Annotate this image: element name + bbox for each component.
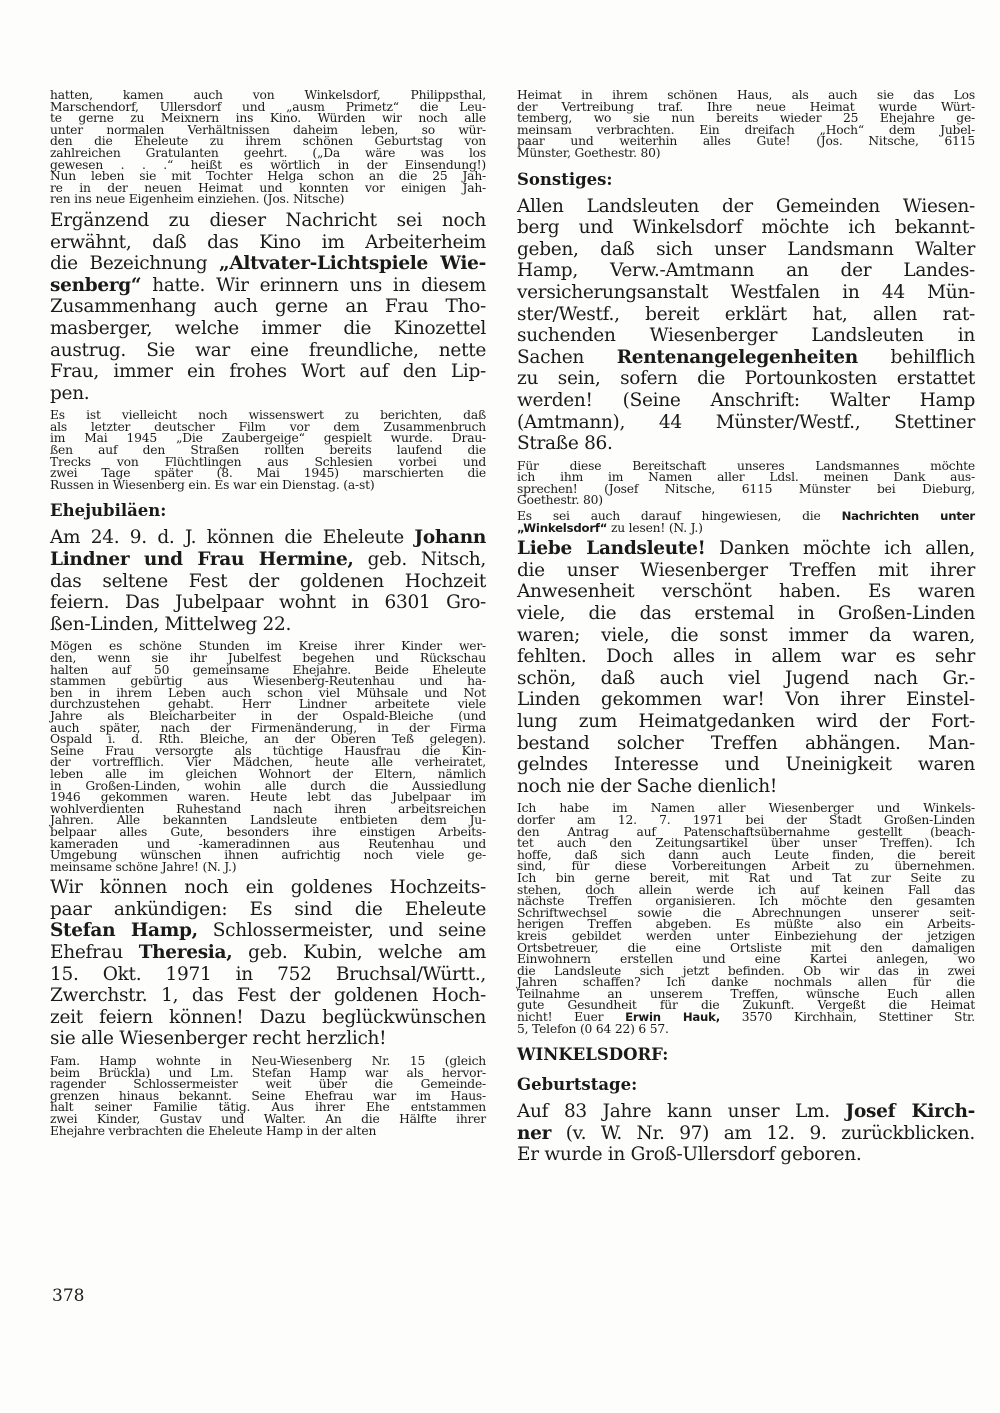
text-line: noch nie der Sache dienlich! xyxy=(517,775,777,797)
text-line: senberg“ hatte. Wir erinnern uns in diesem xyxy=(50,274,486,296)
text-line: zeit feiern können! Dazu beglückwünschen xyxy=(50,1006,486,1028)
text-line: viele, die das erstemal in Großen-Linden xyxy=(517,603,975,625)
text-line: Es sei auch darauf hingewiesen, die Nachrichten unter xyxy=(517,509,975,524)
text-line: beim Brückla) und Lm. Stefan Hamp war als hervor- xyxy=(50,1065,486,1080)
text-line: Teilnahme an unserem Treffen, wünsche Euch allen xyxy=(517,986,975,1001)
bold-text: Josef Kirch- xyxy=(845,1101,976,1123)
section-heading: Sonstiges: xyxy=(517,169,613,189)
text-line: Ich bin gerne bereit, mit Rat und Tat zur Seite zu xyxy=(517,870,975,885)
bold-text: senberg“ xyxy=(50,274,142,296)
text-line: gewesen . . .“ heißt es wörtlich in der Einsendung!) xyxy=(50,157,486,172)
text-line: erwähnt, daß das Kino im Arbeiterheim xyxy=(50,231,486,253)
text-line: kreis gebildet werden unter Einbeziehung der jetzigen xyxy=(517,928,975,943)
text-line: die unser Wiesenberger Treffen mit ihrer xyxy=(517,559,975,581)
text-line: Am 24. 9. d. J. können die Eheleute Johann xyxy=(50,527,486,549)
text-line: durchzustehen gehabt. Herr Lindner arbeitete viele xyxy=(50,697,486,712)
text-line: Ergänzend zu dieser Nachricht sei noch xyxy=(50,209,486,231)
text-line: (Amtmann), 44 Münster/Westf., Stettiner xyxy=(517,411,975,433)
text-line: ner (v. W. Nr. 97) am 12. 9. zurückblicken. xyxy=(517,1122,975,1144)
text-line: ben in ihrem Leben auch schon viel Mühsale und Not xyxy=(50,685,486,700)
text-line: Ospald i. d. Rth. Bleiche, an der Oberen Teß gelegen). xyxy=(50,732,486,747)
text-line: tet auch den Zeitungsartikel über unser Treffen). Ich xyxy=(517,836,975,851)
right-column xyxy=(517,90,975,1172)
paragraph-small xyxy=(50,641,486,873)
text-line: Hamp, Verw.-Amtmann an der Landes- xyxy=(517,260,975,282)
text-line: feiern. Das Jubelpaar wohnt in 6301 Gro- xyxy=(50,592,486,614)
text-line: Ortsbetreuer, die eine Ortsliste mit den damaligen xyxy=(517,940,975,955)
text-line: Frau, immer ein frohes Wort auf den Lip- xyxy=(50,361,486,383)
text-line: im Mai 1945 „Die Zaubergeige“ gespielt wurde. Drau- xyxy=(50,431,486,446)
text-line: te gerne zu Meixnern ins Kino. Würden wir noch alle xyxy=(50,111,486,126)
text-line: 15. Okt. 1971 in 752 Bruchsal/Württ., xyxy=(50,963,486,985)
text-line: waren; viele, die sonst immer da waren, xyxy=(517,624,975,646)
text-line: Anwesenheit verschönt haben. Es waren xyxy=(517,581,975,603)
text-line: meinsame schöne Jahre! (N. J.) xyxy=(50,859,237,874)
text-line: Mögen es schöne Stunden im Kreise ihrer Kinder wer- xyxy=(50,639,486,654)
text-line: re in der neuen Heimat und konnten vor einigen Jah- xyxy=(50,180,486,195)
paragraph-large xyxy=(517,196,975,455)
bold-text: Lindner und Frau Hermine, xyxy=(50,549,354,571)
paragraph-large xyxy=(517,538,975,797)
text-line: Es ist vielleicht noch wissenswert zu berichten, daß xyxy=(50,408,486,423)
text-line: „Winkelsdorf“ zu lesen! (N. J.) xyxy=(517,520,703,535)
bold-text: Theresia, xyxy=(138,942,233,964)
text-line: paar ankündigen: Es sind die Eheleute xyxy=(50,898,486,920)
page-number: 378 xyxy=(52,1286,85,1306)
text-line: sind, für diese Vorbereitungen Arbeit zu übernehmen. xyxy=(517,859,975,874)
text-line: austrug. Sie war eine freundliche, nette xyxy=(50,339,486,361)
text-line: geben, daß sich unser Landsmann Walter xyxy=(517,238,975,260)
text-line: nicht! Euer Erwin Hauk, 3570 Kirchhain, Stettiner Str. xyxy=(517,1010,975,1025)
text-line: Linden gekommen war! Von ihrer Einstel- xyxy=(517,689,975,711)
text-line: zwei Kinder, Gustav und Walter. An die Hälfte ihrer xyxy=(50,1112,486,1126)
bold-text: Rentenangelegenheiten xyxy=(616,346,858,368)
section-heading: WINKELSDORF: xyxy=(517,1045,669,1065)
text-line: Zusammenhang auch gerne an Frau Tho- xyxy=(50,296,486,318)
text-line: die Bezeichnung „Altvater-Lichtspiele Wie- xyxy=(50,253,487,275)
text-line: leben alle im gleichen Wohnort der Eltern, nämlich xyxy=(50,766,486,781)
text-line: suchenden Wiesenberger Landsleuten in xyxy=(517,325,975,347)
text-line: Einwohnern erstellen und eine Kartei anlegen, wo xyxy=(517,952,975,967)
text-line: Ehejahre verbrachten die Eheleute Hamp in der alten xyxy=(50,1123,377,1138)
section-heading: Geburtstage: xyxy=(517,1075,638,1095)
paragraph-small xyxy=(517,90,975,160)
text-line: als letzter deutscher Film vor dem Zusammenbruch xyxy=(50,419,486,434)
text-line: Russen in Wiesenberg ein. Es war ein Dienstag. (a-st) xyxy=(50,477,375,492)
paragraph-large xyxy=(50,527,486,635)
text-line: auch später, nach der Firmenänderung, in der Firma xyxy=(50,720,486,735)
text-line: grenzen hinaus bekannt. Seine Ehefrau war im Haus- xyxy=(50,1088,486,1103)
text-line: berg und Winkelsdorf möchte ich bekannt- xyxy=(517,217,975,239)
text-line: meinsam verbrachten. Ein dreifach „Hoch“ dem Jubel- xyxy=(517,122,975,137)
text-line: Jahren. Alle bekannten Landsleute entbieten dem Ju- xyxy=(50,813,486,828)
text-line: Seine Frau versorgte als tüchtige Hausfrau die Kin- xyxy=(50,743,486,758)
text-line: Allen Landsleuten der Gemeinden Wiesen- xyxy=(517,195,975,217)
paragraph-large xyxy=(50,877,486,1050)
bold-text: Liebe Landsleute! xyxy=(517,538,706,560)
text-line: in Großen-Linden, wohin alle durch die Aussiedlung xyxy=(50,778,486,793)
text-line: unter normalen Verhältnissen daheim leben, so wür- xyxy=(50,122,486,137)
text-line: masberger, welche immer die Kinozettel xyxy=(50,317,486,339)
text-line: dorfer am 12. 7. 1971 bei der Stadt Großen-Linden xyxy=(517,812,975,827)
left-column xyxy=(50,90,486,1141)
text-line: Für diese Bereitschaft unseres Landsmannes möchte xyxy=(517,458,975,473)
text-line: Goethestr. 80) xyxy=(517,493,603,508)
text-line: der vortrefflich. Vier Mädchen, heute alle verheiratet, xyxy=(50,755,486,770)
text-line: Marschendorf, Ullersdorf und „ausm Primetz“ die Leu- xyxy=(50,99,486,114)
section-heading: Ehejubiläen: xyxy=(50,501,167,521)
text-line: Schriftwechsel sowie die Abrechnungen unserer seit- xyxy=(517,905,975,920)
text-line: herigen Treffen abgeben. Es müßte also ein Arbeits- xyxy=(517,917,975,932)
text-line: das seltene Fest der goldenen Hochzeit xyxy=(50,570,486,592)
text-line: zwei Tage später (8. Mai 1945) marschierten die xyxy=(50,466,486,481)
text-line: ßen-Linden, Mittelweg 22. xyxy=(50,613,292,635)
text-line: Lindner und Frau Hermine, geb. Nitsch, xyxy=(50,549,486,571)
text-line: stehen, doch allein werde ich auf keinen Fall das xyxy=(517,882,975,897)
paragraph-small xyxy=(517,511,975,534)
text-line: den, wenn sie ihr Jubelfest begehen und Rückschau xyxy=(50,651,486,665)
text-line: Zwerchstr. 1, das Fest der goldenen Hoch- xyxy=(50,985,486,1007)
bold-text: „Winkelsdorf“ xyxy=(517,520,608,535)
text-line: hatten, kamen auch von Winkelsdorf, Philippsthal, xyxy=(50,88,486,102)
paragraph-small xyxy=(50,1056,486,1137)
paragraph-large xyxy=(50,210,486,404)
text-line: schön, daß auch viel Jugend nach Gr.- xyxy=(517,667,975,689)
text-line: halt seiner Familie tätig. Aus ihrer Ehe entstammen xyxy=(50,1100,486,1115)
text-line: Liebe Landsleute! Danken möchte ich allen, xyxy=(517,538,975,560)
text-line: sie alle Wiesenberger recht herzlich! xyxy=(50,1028,387,1050)
text-line: Ich habe im Namen aller Wiesenberger und Winkels- xyxy=(517,801,975,816)
text-line: wohlverdienten Ruhestand nach ihren arbeitsreichen xyxy=(50,801,486,816)
text-line: Jahren schaffen? Ich danke nochmals allen für die xyxy=(517,975,975,990)
text-line: halten auf 50 gemeinsame Ehejahre. Beide Eheleute xyxy=(50,662,486,677)
text-line: ster/Westf., bereit erklärt hat, allen rat- xyxy=(517,303,975,325)
text-line: Nun leben sie mit Tochter Helga schon an die 25 Jah- xyxy=(50,169,486,184)
text-line: zahlreichen Gratulanten geehrt. („Da wäre was los xyxy=(50,145,486,160)
text-line: lung zum Heimatgedanken wird der Fort- xyxy=(517,711,975,732)
paragraph-small xyxy=(50,410,486,491)
text-line: Trecks von Flüchtlingen aus Schlesien vorbei und xyxy=(50,454,486,469)
text-line: gute Gesundheit für die Zukunft. Vergeßt die Heimat xyxy=(517,998,975,1013)
text-line: 5, Telefon (0 64 22) 6 57. xyxy=(517,1021,669,1036)
text-line: zu sein, sofern die Portounkosten erstattet xyxy=(517,368,975,390)
text-line: der Vertreibung traf. Ihre neue Heimat wurde Würt- xyxy=(517,99,975,114)
paragraph-small xyxy=(517,803,975,1035)
bold-text: Stefan Hamp, xyxy=(50,920,198,942)
text-line: die Landsleute sich jetzt befinden. Ob wir das in zwei xyxy=(517,963,975,978)
text-line: temberg, wo sie nun bereits wieder 25 Ehejahre ge- xyxy=(517,111,975,126)
bold-text: ner xyxy=(517,1122,552,1144)
text-line: ich ihm im Namen aller Ldsl. meinen Dank aus- xyxy=(517,470,975,485)
text-line: den Antrag auf Patenschaftsübernahme gestellt (beach- xyxy=(517,824,975,839)
paragraph-large xyxy=(517,1101,975,1166)
text-line: nächste Treffen organisieren. Ich möchte den gesamten xyxy=(517,894,975,909)
bold-text: „Altvater-Lichtspiele Wie- xyxy=(219,253,487,275)
text-line: versicherungsanstalt Westfalen in 44 Mün- xyxy=(517,281,975,303)
text-line: Ehefrau Theresia, geb. Kubin, welche am xyxy=(50,942,486,964)
text-line: Umgebung wünschen ihnen aufrichtig noch viele ge- xyxy=(50,848,486,863)
text-line: kameraden und -kameradinnen aus Reutenhau und xyxy=(50,836,486,851)
text-line: ßen auf den Straßen rollten bereits laufend die xyxy=(50,443,486,458)
text-line: Auf 83 Jahre kann unser Lm. Josef Kirch- xyxy=(517,1101,976,1123)
text-line: gelndes Interesse und Uneinigkeit waren xyxy=(517,754,975,776)
text-line: Fam. Hamp wohnte in Neu-Wiesenberg Nr. 15 (gleich xyxy=(50,1054,486,1069)
text-line: den die Eheleute zu ihrem schönen Geburtstag von xyxy=(50,134,486,149)
text-line: werden! (Seine Anschrift: Walter Hamp xyxy=(517,389,975,411)
text-line: Wir können noch ein goldenes Hochzeits- xyxy=(50,877,486,899)
text-line: 1946 gekommen waren. Heute lebt das Jubelpaar im xyxy=(50,790,486,805)
text-line: fehlten. Doch alles in allem war es sehr xyxy=(517,646,975,668)
paragraph-small xyxy=(517,458,975,508)
text-line: pen. xyxy=(50,382,90,404)
text-line: Stefan Hamp, Schlossermeister, und seine xyxy=(50,920,486,942)
text-line: bestand solcher Treffen abhängen. Man- xyxy=(517,732,975,754)
text-line: Münster, Goethestr. 80) xyxy=(517,145,661,160)
text-line: ren ins neue Eigenheim einziehen. (Jos. Nitsche) xyxy=(50,192,345,207)
text-line: ragender Schlossermeister weit über die Gemeinde- xyxy=(50,1077,486,1092)
text-line: Sachen Rentenangelegenheiten behilflich xyxy=(517,346,976,368)
text-line: Er wurde in Groß-Ullersdorf geboren. xyxy=(517,1144,862,1166)
text-line: Jahre als Bleicharbeiter in der Ospald-Bleiche (und xyxy=(50,708,486,723)
text-line: sprechen! (Josef Nitsche, 6115 Münster bei Dieburg, xyxy=(517,481,975,496)
paragraph-small xyxy=(50,90,486,206)
text-line: belpaar alles Gute, besonders ihre einstigen Arbeits- xyxy=(50,824,486,839)
text-line: Straße 86. xyxy=(517,433,613,455)
text-line: hoffe, daß sich dann auch Leute finden, die bereit xyxy=(517,847,975,862)
text-line: Heimat in ihrem schönen Haus, als auch sie das Los xyxy=(517,88,975,102)
text-line: stammen gebürtig aus Wiesenberg-Reutenhau und ha- xyxy=(50,674,486,689)
bold-text: Nachrichten unter xyxy=(841,509,975,524)
bold-text: Erwin Hauk, xyxy=(625,1010,720,1025)
bold-text: Johann xyxy=(414,527,486,549)
text-line: paar und weiterhin alles Gute! (Jos. Nitsche, 6115 xyxy=(517,134,975,149)
